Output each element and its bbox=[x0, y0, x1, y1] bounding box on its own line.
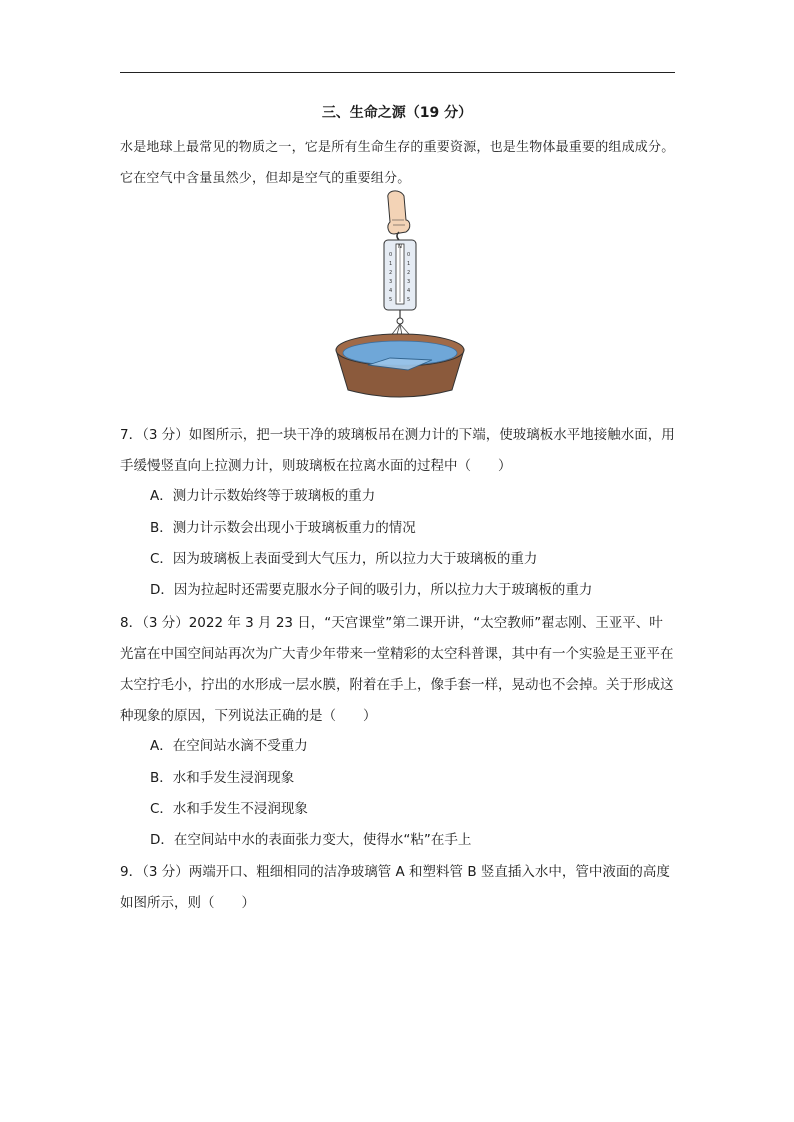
question-8-option-b[interactable]: B．水和手发生浸润现象 bbox=[150, 770, 295, 786]
svg-text:2: 2 bbox=[407, 270, 411, 276]
question-7-option-b[interactable]: B．测力计示数会出现小于玻璃板重力的情况 bbox=[150, 520, 416, 536]
question-7-stem: 7．（3 分）如图所示，把一块干净的玻璃板吊在测力计的下端，使玻璃板水平地接触水面，用手缓慢竖直向上拉测力计，则玻璃板在拉离水面的过程中（ ） bbox=[120, 427, 675, 474]
question-7-option-a[interactable]: A．测力计示数始终等于玻璃板的重力 bbox=[150, 488, 376, 504]
section-title: 三、生命之源（19 分） bbox=[321, 105, 473, 121]
spring-scale-figure bbox=[300, 190, 500, 410]
question-9-stem: 9．（3 分）两端开口、粗细相同的洁净玻璃管 A 和塑料管 B 竖直插入水中，管中液面的高度如图所示，则（ ） bbox=[120, 864, 670, 911]
hand-icon bbox=[388, 191, 410, 234]
svg-text:0: 0 bbox=[389, 252, 393, 258]
svg-text:4: 4 bbox=[389, 288, 393, 294]
question-8-option-d[interactable]: D．在空间站中水的表面张力变大，使得水“粘”在手上 bbox=[150, 832, 472, 848]
scale-unit-label: N bbox=[398, 244, 402, 250]
question-7-option-d[interactable]: D．因为拉起时还需要克服水分子间的吸引力，所以拉力大于玻璃板的重力 bbox=[150, 582, 593, 598]
question-8-option-c[interactable]: C．水和手发生不浸润现象 bbox=[150, 801, 308, 817]
svg-text:1: 1 bbox=[407, 261, 411, 267]
svg-text:2: 2 bbox=[389, 270, 393, 276]
header-rule bbox=[120, 72, 675, 73]
svg-text:3: 3 bbox=[407, 279, 411, 285]
question-8-stem: 8．（3 分）2022 年 3 月 23 日，“天宫课堂”第二课开讲，“太空教师”翟志刚、王亚平、叶光富在中国空间站再次为广大青少年带来一堂精彩的太空科普课，其中有一个实验是王亚平在太空拧毛小，拧出的水形成一层水膜，附着在手上，像手套一样，晃动也不会掉。关于形成这种现象的原因，下列说法正确的是（ ） bbox=[120, 615, 674, 724]
svg-text:0: 0 bbox=[407, 252, 411, 258]
svg-text:5: 5 bbox=[389, 297, 393, 303]
svg-text:1: 1 bbox=[389, 261, 393, 267]
svg-text:3: 3 bbox=[389, 279, 393, 285]
question-7-option-c[interactable]: C．因为玻璃板上表面受到大气压力，所以拉力大于玻璃板的重力 bbox=[150, 551, 538, 567]
svg-text:4: 4 bbox=[407, 288, 411, 294]
question-8-option-a[interactable]: A．在空间站水滴不受重力 bbox=[150, 738, 308, 754]
svg-text:5: 5 bbox=[407, 297, 411, 303]
section-intro: 水是地球上最常见的物质之一，它是所有生命生存的重要资源，也是生物体最重要的组成成分。它在空气中含量虽然少，但却是空气的重要组分。 bbox=[120, 140, 675, 186]
